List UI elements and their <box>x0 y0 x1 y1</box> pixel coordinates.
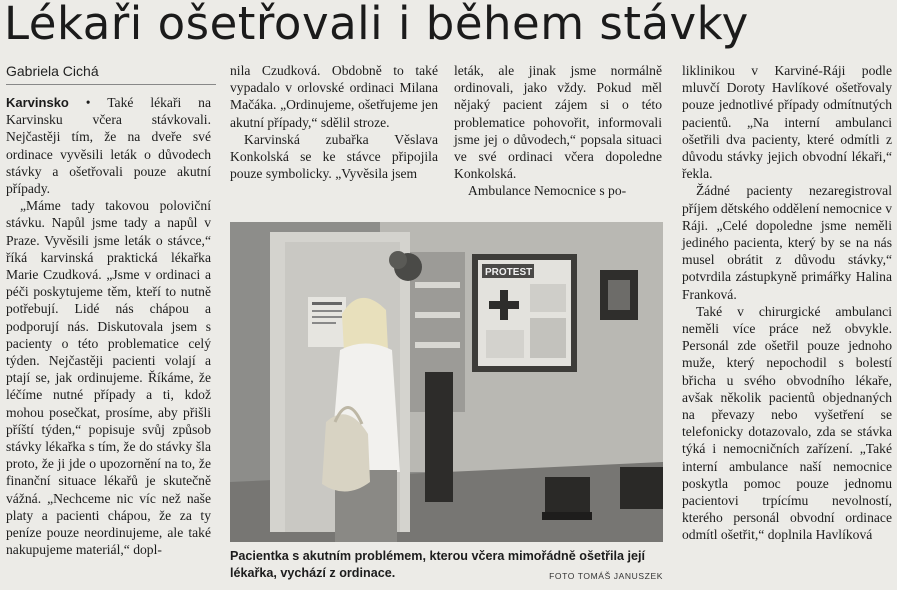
column-4 <box>682 62 892 544</box>
paragraph: „Máme tady takovou poloviční stávku. Napůl jsme tady a napůl v Praze. Vyvěsili jsme leták o stávce,“ říká karvinská praktická lékařka Marie Czudková. „Jsme v ordinaci a péči poskytujeme těm, kteří to nutně potřebují. Lidé nás chápou a podporují nás. Diskutovala jsem s pacienty o této problematice celý týden. Nejčastěji pacienti volají a ptají se, jak ordinujeme. Říkáme, že léčíme nutné případy a ti, kdož mohou posečkat, prosíme, aby přišli příští týden,“ popisuje svůj způsob stávky lékařka s tím, že do stávky šla proto, že ji jde o upozornění na to, že finanční situace lékařů je skutečně vážná. „Nechceme nic víc než naše platy a pacienti chápou, že za ty peníze pouze neordinujeme, ale také nakupujeme materiál,“ dopl- <box>6 198 211 558</box>
byline: Gabriela Cichá <box>6 63 99 79</box>
paragraph: Karvinská zubařka Věslava Konkolská se ke stávce připojila pouze symbolicky. „Vyvěsila jsem <box>230 131 438 182</box>
column-2 <box>230 62 438 182</box>
column-3 <box>454 62 662 200</box>
protest-sign: PROTEST <box>485 267 533 278</box>
photo-illustration <box>230 222 663 542</box>
photo-credit: FOTO TOMÁŠ JANUSZEK <box>549 571 663 581</box>
caption-text: Pacientka s akutním problémem, kterou včera mimořádně ošetřila její lékařka, vychází z ordinace. <box>230 549 646 580</box>
paragraph: Také v chirurgické ambulanci neměli více práce než obvykle. Personál zde ošetřil pouze jednoho muže, který nepochodil s bolestí břicha u svého obvodního lékaře, avšak několik pacientů objednaných na převazy nebo vyšetření se telefonicky dotazovalo, zda se stávka týká i nemocničních zařízení. „Také interní ambulance naší nemocnice poskytla pomoc pouze jednomu pacientovi trpícímu nevolností, kterého personál obvodní ordinace odmítl ošetřit,“ doplnila Havlíková <box>682 303 892 543</box>
dateline: Karvinsko <box>6 95 69 110</box>
paragraph: liklinikou v Karviné-Ráji podle mluvčí Doroty Havlíkové ošetřovaly pouze jednotlivé případy odmítnutých pacientů. „Na interní ambulanci ošetřili dva pacienty, které odmítli z důvodu stávky jejich obvodní lékaři,“ řekla. <box>682 63 892 182</box>
paragraph: leták, ale jinak jsme normálně ordinovali, jako vždy. Pokud měl nějaký pacient zájem si o této problematice pohovořit, informovali jsme jej o důvodech,“ popsala situaci ve své ordinaci včera dopoledne Konkolská. <box>454 63 662 182</box>
paragraph: Žádné pacienty nezaregistroval příjem dětského oddělení nemocnice v Ráji. „Celé dopoledne jsme neměli jediného pacienta, který by se na nás musel obrátit z důvodu stávky,“ potvrdila zástupkyně primářky Halina Franková. <box>682 183 892 302</box>
paragraph: nila Czudková. Obdobně to také vypadalo v orlovské ordinaci Milana Mačáka. „Ordinujeme, ošetřujeme jen akutní případy,“ sdělil stroze. <box>230 63 438 130</box>
column-1 <box>6 94 211 558</box>
headline: Lékaři ošetřovali i během stávky <box>4 0 749 50</box>
photo-caption <box>230 548 663 585</box>
byline-rule <box>6 84 216 85</box>
article-photo <box>230 222 663 542</box>
paragraph: Ambulance Nemocnice s po- <box>468 183 627 199</box>
paragraph-text: Také lékaři na Karvinsku včera stávkovali. Nejčastěji tím, že na dveře své ordinace vyvěsili leták o důvodech stávky a ošetřovali pouze akutní případy. <box>6 95 211 197</box>
paragraph <box>6 94 211 197</box>
dateline-bullet: • <box>85 95 91 110</box>
